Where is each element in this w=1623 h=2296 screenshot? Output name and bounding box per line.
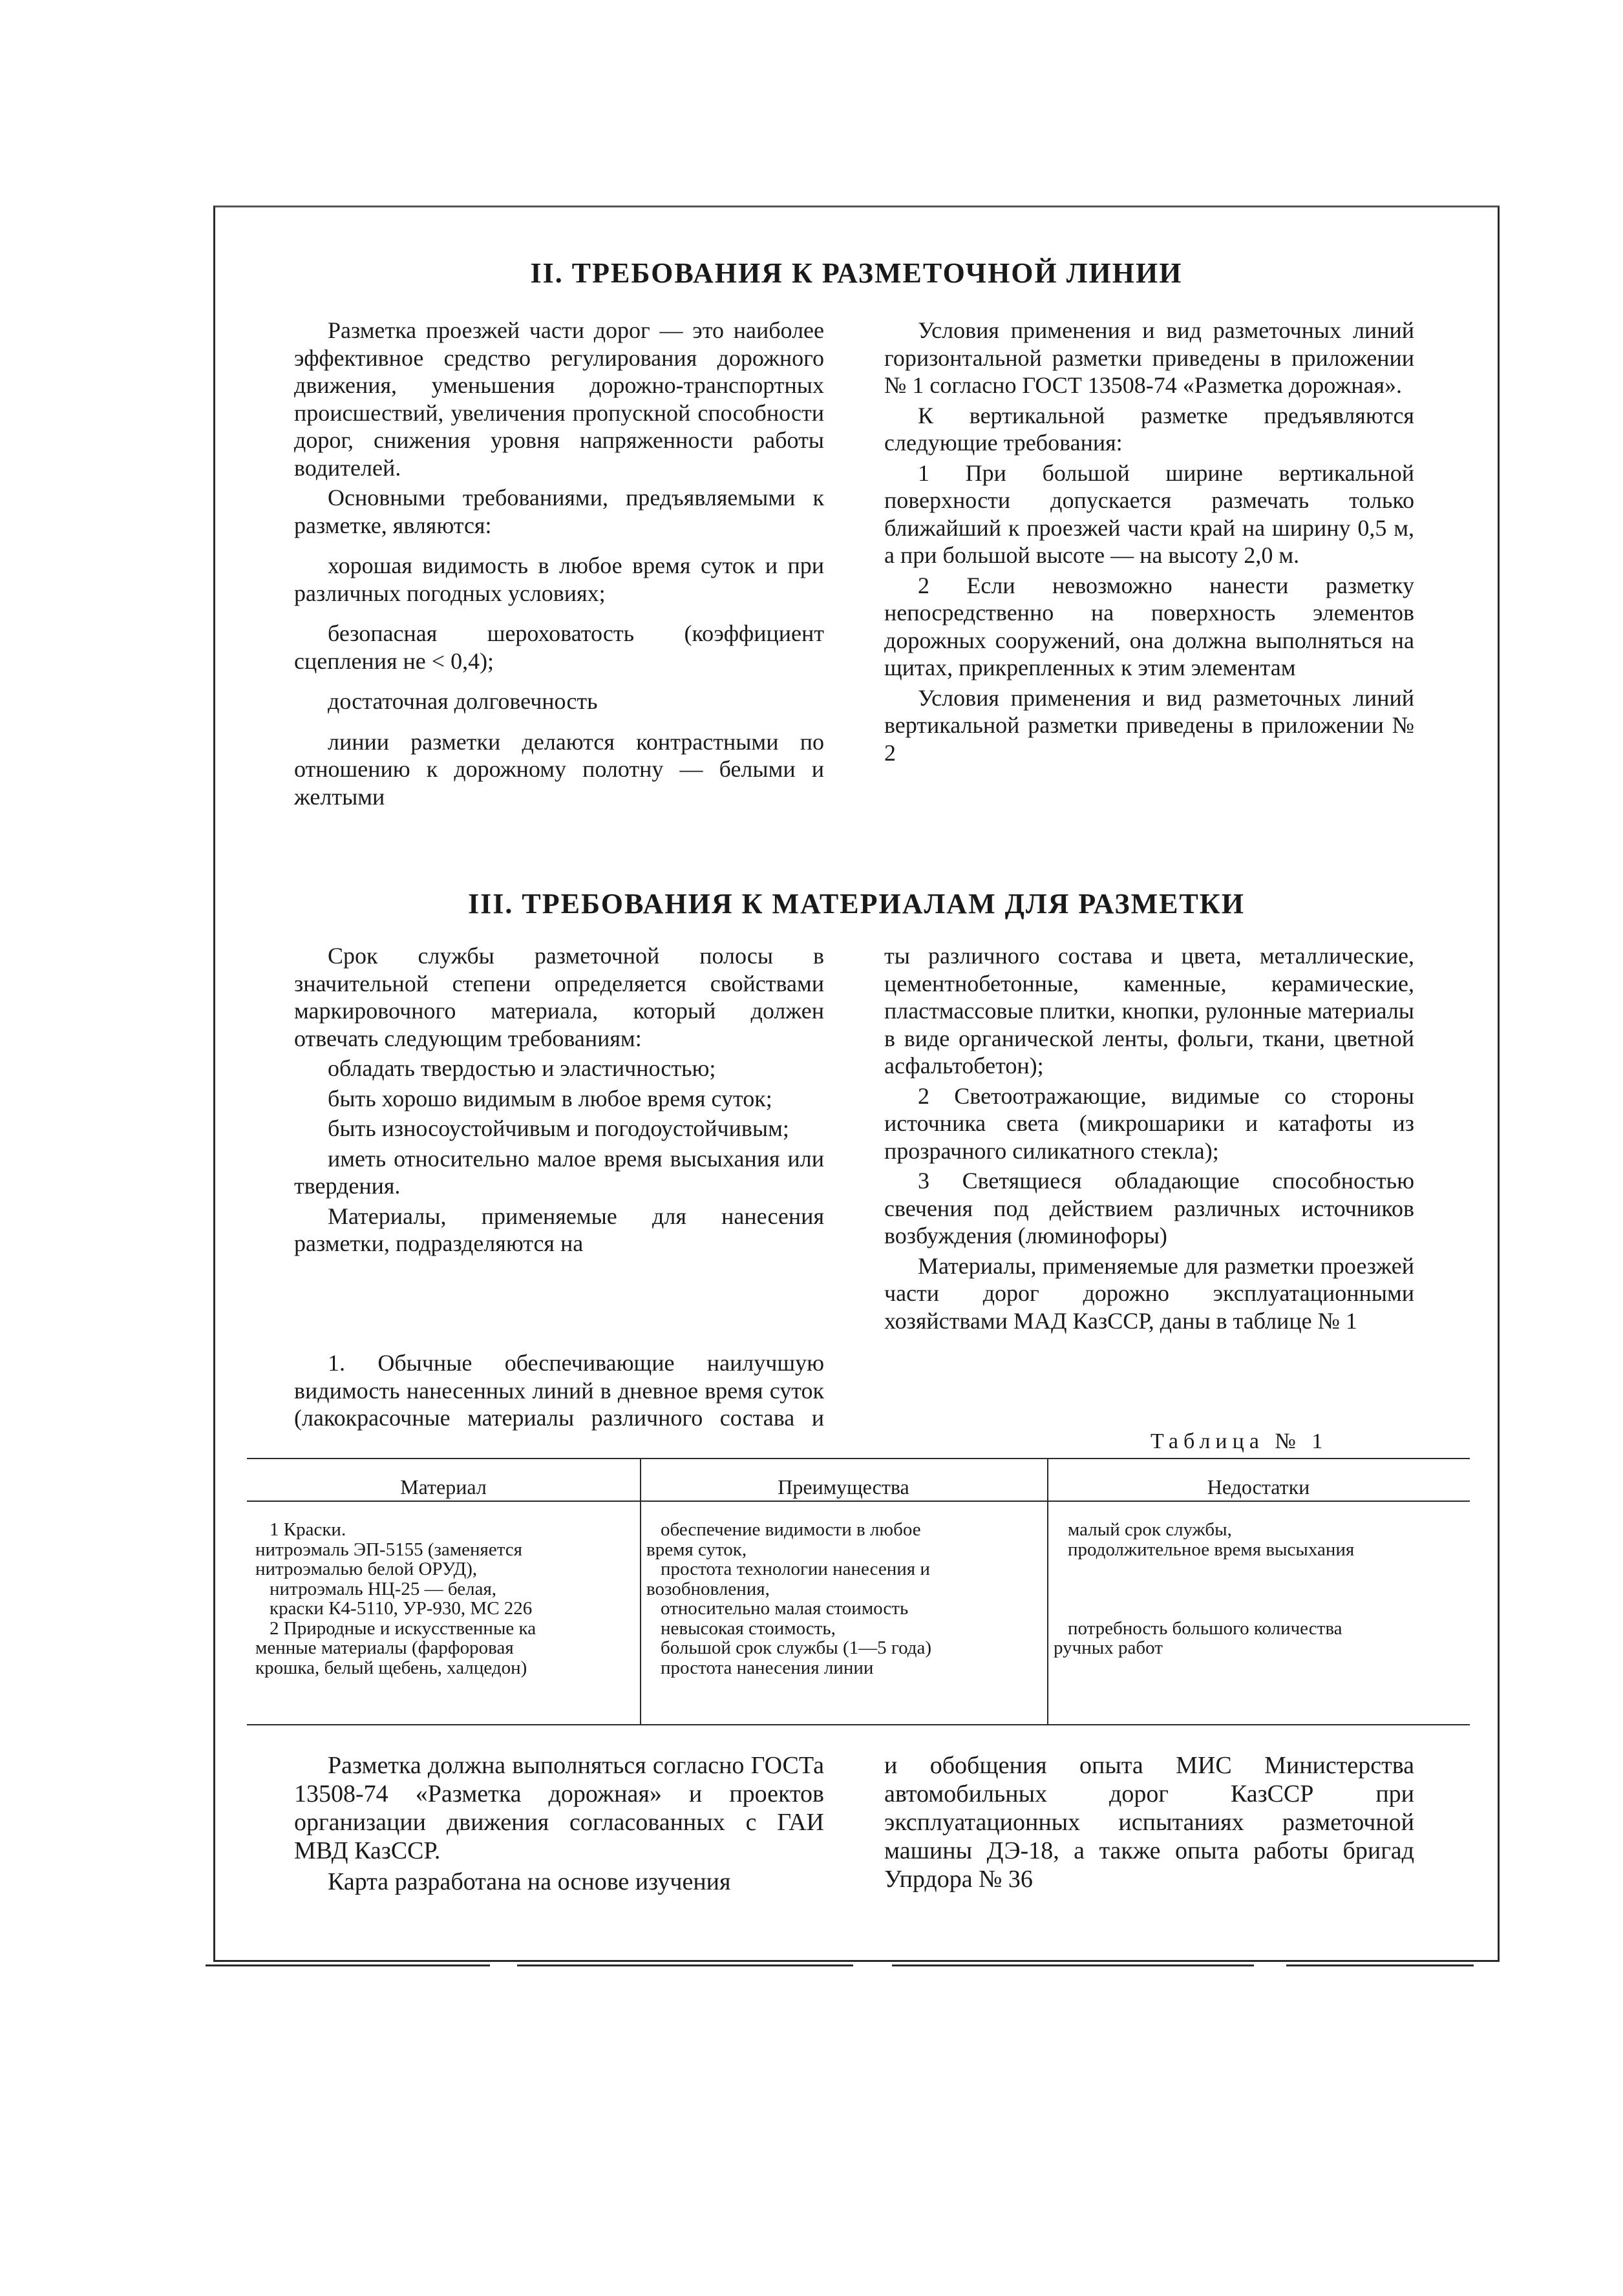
table-cell: нитроэмалью белой ОРУД), [255, 1559, 478, 1579]
table-cell: время суток, [646, 1539, 747, 1560]
paragraph: быть износоустойчивым и погодоустойчивым; [328, 1115, 789, 1141]
paragraph: обладать твердостью и эластичностью; [328, 1055, 716, 1081]
table-cell: краски К4-5110, УР-930, МС 226 [270, 1598, 533, 1619]
table-cell: обеспечение видимости в любое [661, 1519, 921, 1540]
bottom-rule-segment [1286, 1964, 1474, 1966]
paragraph: иметь относительно малое время высыхания или твердения. [294, 1145, 824, 1199]
paragraph: Материалы, применяемые для нанесения разметки, подразделяются на [294, 1203, 824, 1256]
table-cell: малый срок службы, [1068, 1519, 1232, 1540]
table-header-disadvantages: Недостатки [1207, 1475, 1310, 1499]
table-column-advantages [646, 1520, 1044, 1678]
table-cell: возобновления, [646, 1578, 770, 1599]
bottom-rule-segment [206, 1964, 490, 1966]
table-cell: большой срок службы (1—5 года) [661, 1638, 932, 1658]
paragraph: Срок службы разметочной полосы в значительной степени определяется свойствами маркировочного материала, который должен отвечать следующим требованиям: [294, 943, 824, 1051]
table-cell: менные материалы (фарфоровая [255, 1638, 514, 1658]
paragraph: Карта разработана на основе изучения [328, 1868, 731, 1895]
paragraph: и обобщения опыта МИС Министерства автомобильных дорог КазССР при эксплуатационных испытаниях разметочной машины ДЭ-18, а также опыта работы бригад Упрдора № 36 [884, 1752, 1414, 1893]
footer-right-column [884, 1751, 1414, 1896]
table-cell: 2 Природные и искусственные ка [270, 1617, 536, 1639]
section-2-left-column [294, 317, 824, 813]
paragraph: Основными требованиями, предъявляемыми к разметке, являются: [294, 485, 824, 538]
paragraph: 1 При большой ширине вертикальной поверхности допускается размечать только ближайший к проезжей части край на ширину 0,5 м, а при большой высоте — на высоту 2,0 м. [884, 459, 1414, 568]
paragraph: хорошая видимость в любое время суток и при различных погодных условиях; [294, 553, 824, 606]
paragraph: линии разметки делаются контрастными по отношению к дорожному полотну — белыми и желтыми [294, 728, 824, 810]
table-cell: 1 Краски. [270, 1519, 346, 1540]
footer-left-column [294, 1751, 824, 1899]
section-3-left-column-end [294, 1349, 824, 1436]
paragraph: Условия применения и вид разметочных линий горизонтальной разметки приведены в приложении № 1 согласно ГОСТ 13508-74 «Разметка дорожная». [884, 317, 1414, 398]
paragraph: безопасная шероховатость (коэффициент сцепления не < 0,4); [294, 620, 824, 674]
paragraph: 2 Если невозможно нанести разметку непосредственно на поверхность элементов дорожных сооружений, она должна выполняться на щитах, прикрепленных к этим элементам [884, 572, 1414, 680]
table-cell: нитроэмаль НЦ-25 — белая, [270, 1578, 497, 1599]
paragraph: 1. Обычные обеспечивающие наилучшую видимость нанесенных линий в дневное время суток (лакокрасочные материалы различного состава и [294, 1350, 824, 1431]
paragraph: быть хорошо видимым в любое время суток; [328, 1085, 772, 1111]
section-2-title: II. ТРЕБОВАНИЯ К РАЗМЕТОЧНОЙ ЛИНИИ [530, 257, 1183, 289]
paragraph: Разметка проезжей части дорог — это наиболее эффективное средство регулирования дорожного движения, уменьшения дорожно-транспортных происшествий, увеличения пропускной способности дорог, снижения уровня напряженности работы водителей. [294, 317, 824, 481]
table-cell: потребность большого количества [1068, 1617, 1342, 1639]
paragraph: Разметка должна выполняться согласно ГОСТа 13508-74 «Разметка дорожная» и проектов организации движения согласованных с ГАИ МВД КазССР. [294, 1752, 824, 1864]
bottom-rule-segment [892, 1964, 1254, 1966]
table-cell: нитроэмаль ЭП-5155 (заменяется [255, 1539, 523, 1560]
paragraph: 3 Светящиеся обладающие способностью свечения под действием различных источников возбуждения (люминофоры) [884, 1168, 1414, 1248]
table-column-disadvantages [1054, 1520, 1467, 1658]
paragraph: Условия применения и вид разметочных линий вертикальной разметки приведены в приложении № 2 [884, 684, 1414, 766]
table-header-advantages: Преимущества [778, 1475, 909, 1499]
section-3-right-column [884, 942, 1414, 1337]
bottom-rule-segment [517, 1964, 853, 1966]
table-top-rule [247, 1458, 1470, 1459]
paragraph: достаточная долговечность [328, 688, 598, 714]
table-cell: простота технологии нанесения и [661, 1559, 930, 1579]
paragraph: 2 Светоотражающие, видимые со стороны источника света (микрошарики и катафоты из прозрачного силикатного стекла); [884, 1082, 1414, 1164]
table-bottom-rule [247, 1724, 1470, 1725]
table-cell: невысокая стоимость, [661, 1617, 836, 1639]
paragraph: ты различного состава и цвета, металлические, цементнобетонные, каменные, керамические, пластмассовые плитки, кнопки, рулонные материалы в виде органической ленты, фольги, ткани, цветной асфальтобетон); [884, 943, 1414, 1079]
table-header-material: Материал [400, 1475, 487, 1499]
table-cell: продолжительное время высыхания [1068, 1539, 1355, 1560]
table-cell: простота нанесения линии [661, 1657, 874, 1678]
table-column-material [255, 1520, 637, 1678]
section-2-right-column [884, 317, 1414, 769]
table-cell: крошка, белый щебень, халцедон) [255, 1657, 527, 1678]
table-header-rule [247, 1501, 1470, 1502]
table-caption: Таблица № 1 [1151, 1429, 1328, 1453]
paragraph: Материалы, применяемые для разметки проезжей части дорог дорожно эксплуатационными хозяйствами МАД КазССР, даны в таблице № 1 [884, 1252, 1414, 1334]
paragraph: К вертикальной разметке предъявляются следующие требования: [884, 402, 1414, 456]
section-3-left-column [294, 942, 824, 1260]
table-cell: относительно малая стоимость [661, 1598, 909, 1619]
section-3-title: III. ТРЕБОВАНИЯ К МАТЕРИАЛАМ ДЛЯ РАЗМЕТКИ [468, 888, 1245, 920]
table-cell: ручных работ [1054, 1638, 1163, 1658]
